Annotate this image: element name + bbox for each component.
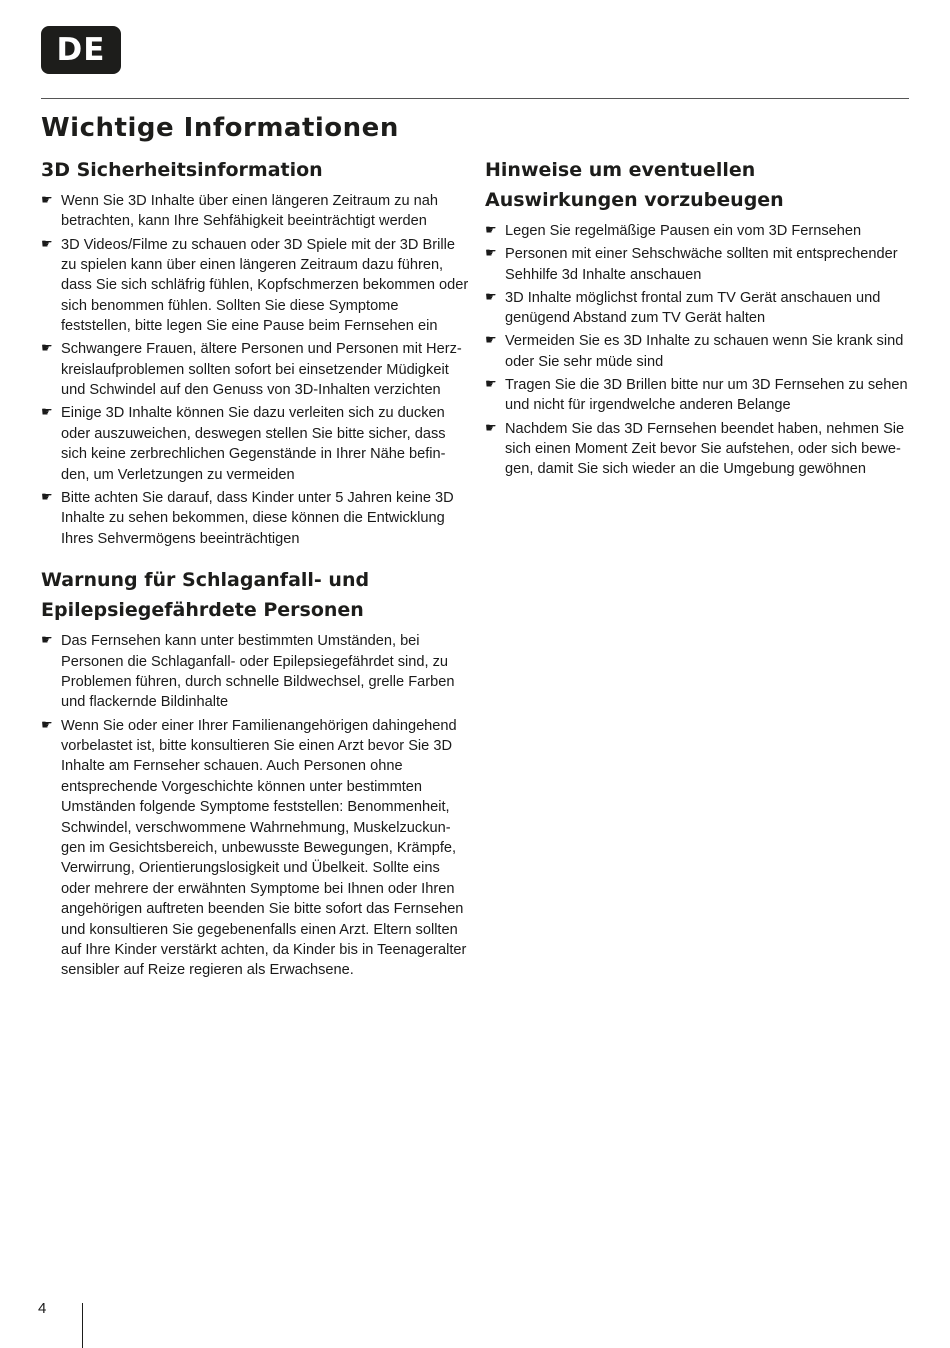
list-item: ☛ Tragen Sie die 3D Brillen bitte nur um 3D Fernsehen zu sehen und nicht für irgendwelche anderen Belange bbox=[485, 377, 908, 414]
epilepsy-list bbox=[41, 631, 469, 981]
prevention-list bbox=[485, 221, 910, 480]
language-badge: DE bbox=[41, 26, 121, 74]
list-item: ☛ Nachdem Sie das 3D Fernsehen beendet haben, nehmen Sie sich einen Moment Zeit bevor Sie aufstehen, oder sich bewegen, damit Sie sich wieder an die Umgebung gewöhnen bbox=[485, 420, 905, 478]
pointing-hand-icon: ☛ bbox=[485, 333, 497, 349]
pointing-hand-icon: ☛ bbox=[485, 377, 497, 393]
list-item: ☛ 3D Videos/Filme zu schauen oder 3D Spiele mit der 3D Brille zu spielen kann über einen längeren Zeitraum dazu führen, dass Sie sich schläfrig fühlen, Kopfschmerzen bekommen oder sich benommen fühlen. Sollten Sie diese Symptome feststellen, bitte legen Sie eine Pause beim Fernsehen ein bbox=[41, 236, 469, 335]
page-number: 4 bbox=[38, 1300, 47, 1317]
header-divider bbox=[41, 98, 909, 99]
list-item: ☛ Schwangere Frauen, ältere Personen und Personen mit Herzkreislaufproblemen sollten sofort bei einsetzender Müdigkeit und Schwindel auf den Genuss von 3D-Inhalten verzichten bbox=[41, 341, 462, 399]
footer-divider bbox=[82, 1303, 83, 1348]
pointing-hand-icon: ☛ bbox=[41, 193, 53, 208]
safety-list bbox=[41, 191, 469, 549]
list-item: ☛ Personen mit einer Sehschwäche sollten mit entsprechender Sehhilfe 3d Inhalte anschauen bbox=[485, 246, 898, 283]
pointing-hand-icon: ☛ bbox=[485, 246, 497, 262]
page-title: Wichtige Informationen bbox=[41, 113, 399, 143]
list-item: ☛ Wenn Sie 3D Inhalte über einen längeren Zeitraum zu nah betrachten, kann Ihre Sehfähigkeit beeinträchtigt werden bbox=[41, 193, 438, 230]
pointing-hand-icon: ☛ bbox=[41, 489, 53, 505]
pointing-hand-icon: ☛ bbox=[485, 420, 497, 436]
pointing-hand-icon: ☛ bbox=[41, 633, 53, 649]
pointing-hand-icon: ☛ bbox=[41, 341, 53, 357]
list-item: ☛ Vermeiden Sie es 3D Inhalte zu schauen wenn Sie krank sind oder Sie sehr müde sind bbox=[485, 333, 904, 370]
pointing-hand-icon: ☛ bbox=[41, 405, 53, 421]
pointing-hand-icon: ☛ bbox=[485, 289, 497, 305]
pointing-hand-icon: ☛ bbox=[485, 223, 497, 238]
list-item: ☛ 3D Inhalte möglichst frontal zum TV Gerät anschauen und genügend Abstand zum TV Gerät halten bbox=[485, 289, 881, 327]
pointing-hand-icon: ☛ bbox=[41, 236, 53, 252]
list-item: ☛ Einige 3D Inhalte können Sie dazu verleiten sich zu ducken oder auszuweichen, deswegen stellen Sie bitte sicher, dass sich keine zerbrechlichen Gegenstände in Ihrer Nähe befinden, um Verletzungen zu vermeiden bbox=[41, 405, 446, 483]
left-column bbox=[41, 155, 469, 984]
section-heading-prevention-tips: Hinweise um eventuellen Auswirkungen vorzubeugen bbox=[485, 159, 784, 211]
list-item: ☛ Wenn Sie oder einer Ihrer Familienangehörigen dahingehend vorbelastet ist, bitte konsultieren Sie einen Arzt bevor Sie 3D Inhalte am Fernseher schauen. Auch Personen ohne entsprechende Vorgeschichte können unter bestimmten Umständen folgende Symptome feststellen: Benommenheit, Schwindel, verschwommene Wahrnehmung, Muskelzuckungen im Gesichtsbereich, unbewusste Bewegungen, Krämpfe, Verwirrung, Orientierungslosigkeit und Übelkeit. Sollte eins oder mehrere der erwähnten Symptome bei Ihnen oder Ihren angehörigen auftreten beenden Sie bitte sofort das Fernsehen und konsultieren Sie gegebenenfalls einen Arzt. Eltern sollten auf Ihre Kinder verstärkt achten, da Kinder bis in Teenageralter sensibler auf Reize regieren als Erwachsene. bbox=[41, 717, 467, 979]
right-column bbox=[485, 155, 910, 483]
section-heading-3d-safety: 3D Sicherheitsinformation bbox=[41, 159, 323, 181]
list-item: ☛ Bitte achten Sie darauf, dass Kinder unter 5 Jahren keine 3D Inhalte zu sehen bekommen, diese können die Entwicklung Ihres Sehvermögens beeinträchtigen bbox=[41, 489, 454, 547]
section-heading-epilepsy-warning: Warnung für Schlaganfall- und Epilepsiegefährdete Personen bbox=[41, 569, 370, 622]
pointing-hand-icon: ☛ bbox=[41, 717, 53, 733]
list-item: ☛ Das Fernsehen kann unter bestimmten Umständen, bei Personen die Schlaganfall- oder Epilepsiegefährdet sind, zu Problemen führen, durch schnelle Bildwechsel, grelle Farben und flackernde Bildinhalte bbox=[41, 633, 455, 711]
list-item: ☛ Legen Sie regelmäßige Pausen ein vom 3D Fernsehen bbox=[485, 223, 862, 239]
